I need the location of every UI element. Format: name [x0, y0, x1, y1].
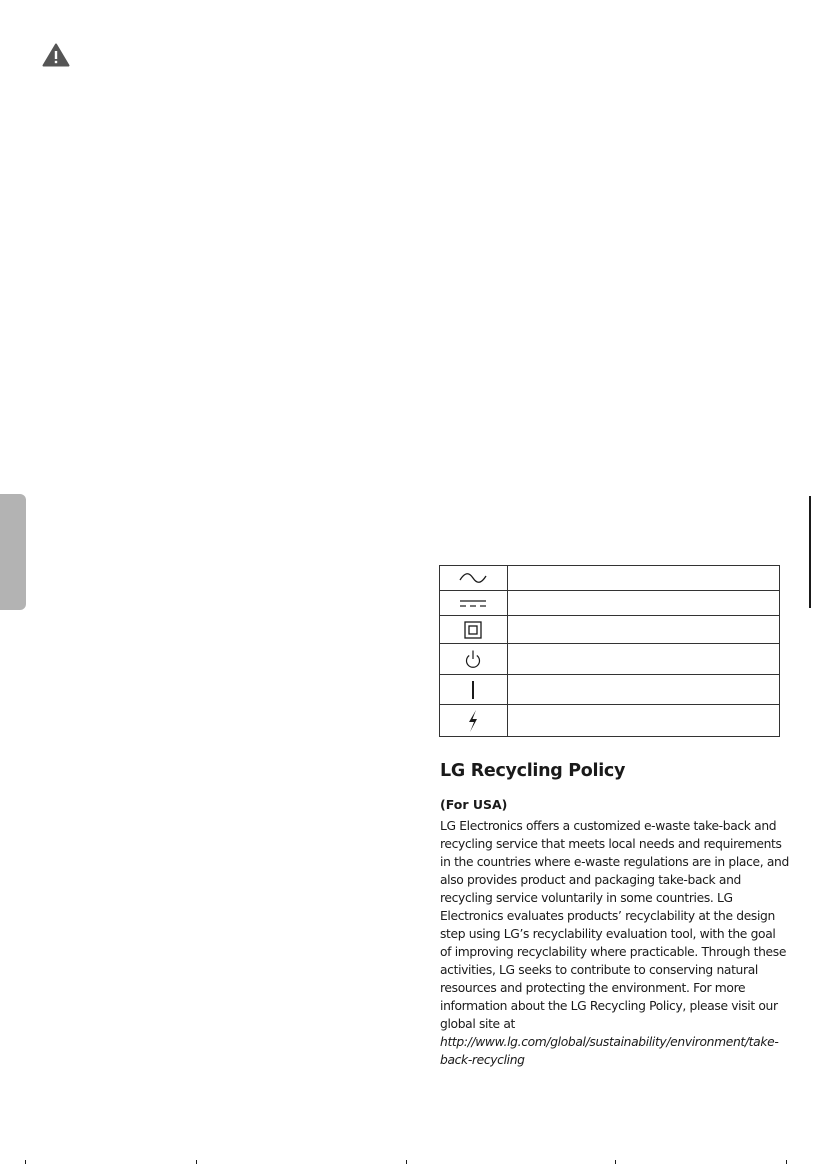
warning-icon [42, 43, 70, 67]
symbols-table [439, 565, 780, 737]
section-body [440, 817, 790, 1069]
power-on-icon [470, 680, 476, 700]
symbol-description [507, 616, 779, 644]
bottom-edge-tick [196, 1160, 197, 1164]
bottom-edge-tick [406, 1160, 407, 1164]
section-title: LG Recycling Policy [440, 761, 626, 781]
right-edge-mark [809, 496, 811, 608]
table-row [440, 644, 780, 675]
language-side-tab [0, 494, 26, 610]
table-row [440, 591, 780, 616]
symbol-description [507, 675, 779, 705]
ac-current-icon [458, 572, 488, 584]
hazardous-voltage-icon [466, 709, 480, 733]
standby-power-icon [464, 649, 482, 669]
bottom-edge-tick [615, 1160, 616, 1164]
recycling-policy-section [440, 761, 790, 1069]
body-text: LG Electronics offers a customized e-waste take-back and recycling service that meets local needs and requirements in the countries where e-waste regulations are in place, and also provides product and packaging take-back and recycling service voluntarily in some countries. LG Electronics evaluates products’ recyclability at the design step using LG’s recyclability evaluation tool, with the goal of improving recyclability where practicable. Through these activities, LG seeks to contribute to conserving natural resources and protecting the environment. For more information about the LG Recycling Policy, please visit our global site at [440, 819, 789, 1031]
symbol-description [507, 566, 779, 591]
section-subtitle: (For USA) [440, 797, 508, 812]
table-row [440, 705, 780, 737]
class-ii-equipment-icon [464, 621, 482, 639]
recycling-url-link[interactable]: http://www.lg.com/global/sustainability/environment/take-back-recycling [440, 1035, 779, 1067]
symbol-description [507, 591, 779, 616]
table-row [440, 616, 780, 644]
symbol-description [507, 705, 779, 737]
symbol-description [507, 644, 779, 675]
bottom-edge-tick [786, 1160, 787, 1164]
table-row [440, 566, 780, 591]
bottom-edge-tick [25, 1160, 26, 1164]
dc-current-icon [458, 598, 488, 608]
table-row [440, 675, 780, 705]
